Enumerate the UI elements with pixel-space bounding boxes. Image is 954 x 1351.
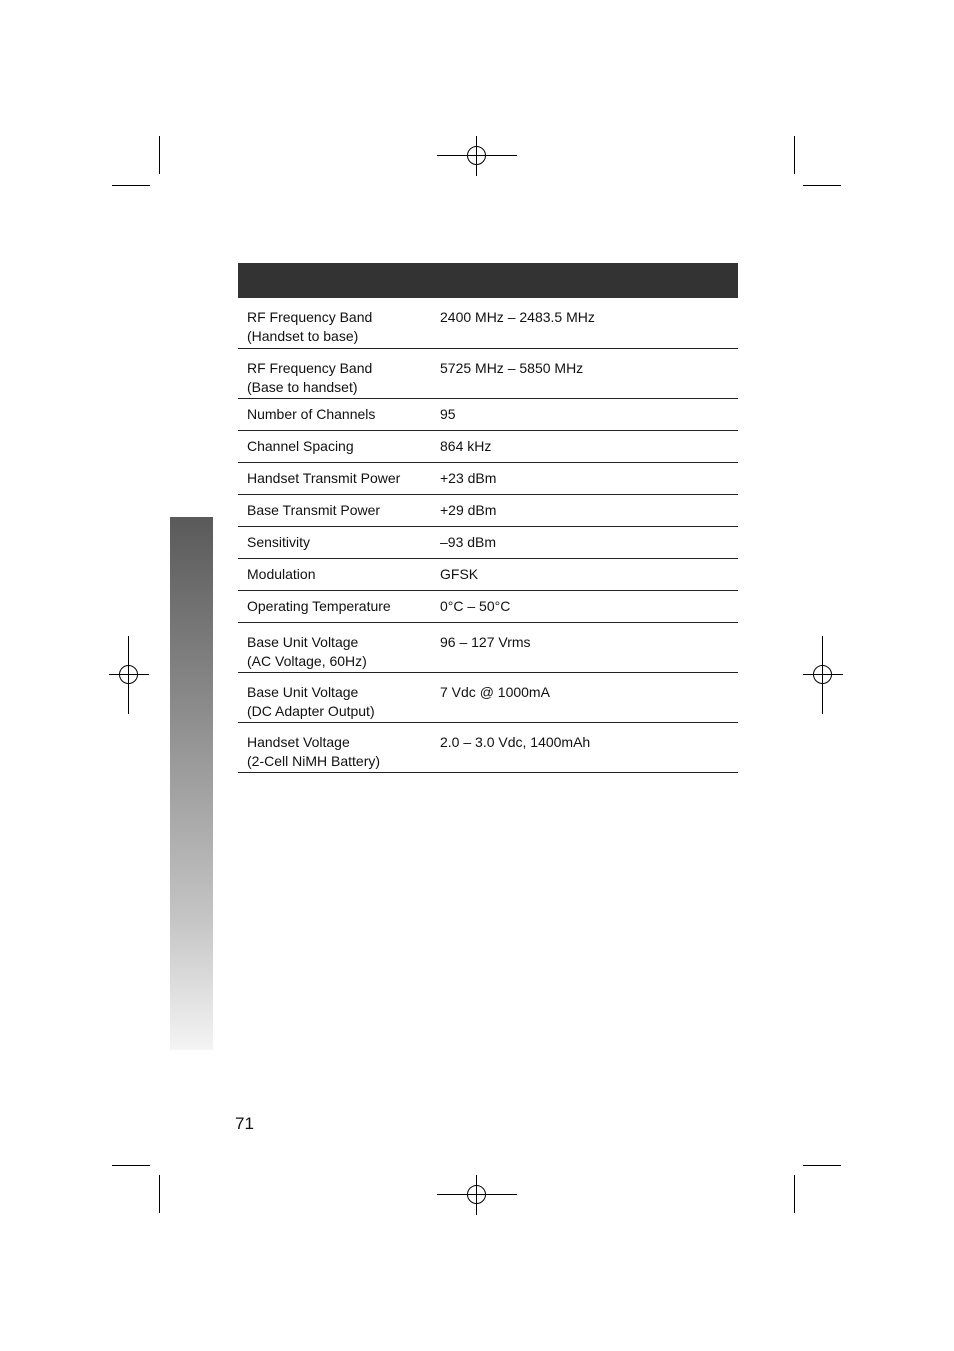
spec-label-line: Handset Voltage: [247, 733, 350, 750]
table-header-bar: [238, 263, 738, 298]
crop-mark: [794, 136, 795, 174]
spec-label: [238, 430, 430, 462]
spec-label-line: Sensitivity: [247, 533, 311, 550]
spec-label-line: Number of Channels: [247, 405, 376, 422]
spec-value: 95: [430, 398, 738, 430]
page-number: 71: [235, 1114, 254, 1133]
registration-mark-icon: [437, 136, 517, 176]
table-row: [238, 462, 738, 494]
table-row: [238, 430, 738, 462]
specifications-grid: [238, 298, 738, 773]
spec-value: 2400 MHz – 2483.5 MHz: [430, 298, 738, 348]
registration-mark-icon: [109, 636, 149, 714]
table-row: [238, 558, 738, 590]
registration-mark-icon: [437, 1175, 517, 1215]
spec-label: [238, 672, 430, 722]
crop-mark: [159, 1175, 160, 1213]
table-row: [238, 526, 738, 558]
spec-value: –93 dBm: [430, 526, 738, 558]
spec-label: [238, 722, 430, 772]
registration-mark-icon: [803, 636, 843, 714]
crop-mark: [803, 185, 841, 186]
spec-label-line: (AC Voltage, 60Hz): [247, 652, 367, 669]
spec-label-line: (Handset to base): [247, 328, 359, 344]
spec-label: [238, 590, 430, 622]
spec-label-line: Channel Spacing: [247, 437, 354, 454]
spec-label-line: Base Transmit Power: [247, 501, 381, 518]
spec-value: 96 – 127 Vrms: [430, 622, 738, 672]
spec-label: [238, 398, 430, 430]
spec-value: 2.0 – 3.0 Vdc, 1400mAh: [430, 722, 738, 772]
spec-label: [238, 298, 430, 348]
spec-label: [238, 622, 430, 672]
spec-label-line: (2-Cell NiMH Battery): [247, 752, 381, 769]
table-row: [238, 348, 738, 398]
spec-label-line: Base Unit Voltage: [247, 683, 359, 700]
crop-mark: [159, 136, 160, 174]
spec-label: [238, 558, 430, 590]
spec-value: 7 Vdc @ 1000mA: [430, 672, 738, 722]
spec-value: 0°C – 50°C: [430, 590, 738, 622]
spec-value: 5725 MHz – 5850 MHz: [430, 348, 738, 398]
crop-mark: [112, 1165, 150, 1166]
table-row: [238, 398, 738, 430]
spec-label: [238, 526, 430, 558]
spec-label-line: Modulation: [247, 565, 316, 582]
crop-mark: [794, 1175, 795, 1213]
spec-value: 864 kHz: [430, 430, 738, 462]
table-row: [238, 494, 738, 526]
spec-value: GFSK: [430, 558, 738, 590]
spec-label-line: (DC Adapter Output): [247, 702, 375, 719]
crop-mark: [112, 185, 150, 186]
spec-label-line: RF Frequency Band: [247, 359, 373, 376]
side-tab: [170, 517, 213, 1050]
specifications-table: [238, 263, 738, 773]
spec-label: [238, 462, 430, 494]
table-row: [238, 622, 738, 672]
table-row: [238, 298, 738, 348]
table-row: [238, 590, 738, 622]
spec-value: +29 dBm: [430, 494, 738, 526]
spec-label-line: RF Frequency Band: [247, 309, 373, 325]
spec-label-line: Handset Transmit Power: [247, 469, 401, 486]
spec-value: +23 dBm: [430, 462, 738, 494]
spec-label: [238, 348, 430, 398]
spec-label-line: Operating Temperature: [247, 597, 391, 614]
spec-label-line: (Base to handset): [247, 378, 358, 395]
spec-label-line: Base Unit Voltage: [247, 633, 359, 650]
spec-label: [238, 494, 430, 526]
table-row: [238, 672, 738, 722]
table-row: [238, 722, 738, 772]
crop-mark: [803, 1165, 841, 1166]
